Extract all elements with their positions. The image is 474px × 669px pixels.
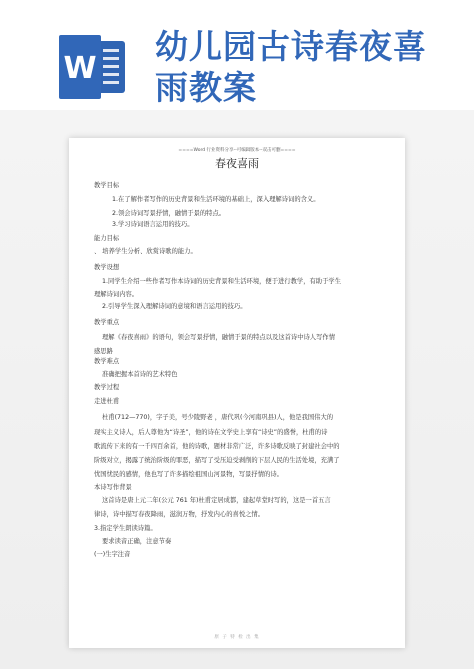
word-app-icon [57,35,127,99]
body-line: 律诗，诗中描写春夜降雨，滋润万物，抒发内心的喜悦之情。 [94,511,265,518]
body-line: 1.同学生介绍一些作者写作本诗词的历史背景和生活环境，便于进行教学，有助于学生 [102,278,341,285]
document-page [69,138,405,648]
body-line: 能力目标 [94,235,120,242]
body-line: 1.在了解作者写作的历史背景和生活环境的基础上，深入理解诗词的含义。 [112,196,320,203]
body-line: 歌流传下来的有一千四百余首，他的诗歌，题材非常广泛，许多诗歌反映了封建社会中的 [94,443,340,450]
body-line: 教学重点 [94,319,120,326]
body-line: 现实主义诗人，后人尊他为“诗圣”，他的诗在文学史上享有“诗史”的盛誉，杜甫的诗 [94,429,328,436]
body-line: 理解诗词内容。 [94,291,139,298]
body-line: 2.引导学生深入理解诗词的意境和语言运用的技巧。 [102,303,247,310]
title-line-1: 幼儿园古诗春夜喜 [155,27,427,66]
body-line: 3.指定学生朗读诗篇。 [94,525,157,532]
body-line: 要求读音正确，注意节奏 [102,538,172,545]
body-line: 、 培养学生分析、欣赏诗歌的能力。 [94,248,197,255]
body-line: 教学难点 [94,358,120,365]
body-line: 忧国忧民的感情，他也写了许多描绘祖国山河景物，写景抒情的诗。 [94,471,283,478]
body-line: 这首诗是唐上元二年(公元 761 年)杜甫定居成都，建起草堂时写的，这是一首五言 [102,497,331,504]
body-line: 准确把握本首诗的艺术特色 [102,371,178,378]
title-line-2: 雨教案 [155,68,257,107]
document-title: 春夜喜雨 [215,157,259,170]
body-line: 杜甫(712—770)，字子美，号少陵野老 ，唐代巩(今河南巩县)人，他是我国伟大的 [102,414,334,421]
document-footer: 原 子 特 检 出 集 [214,635,260,640]
word-icon-letter: W [63,51,97,86]
body-line: 感思路 [94,348,113,355]
body-line: 3.学习诗词语言运用的技巧。 [112,221,194,228]
body-line: 教学设想 [94,264,120,271]
body-line: 理解《春夜喜雨》的语句，领会写景抒情，融情于景的特点以及这首诗中诗人写作情 [102,334,335,341]
page-title [155,26,465,108]
body-line: 走进杜甫 [94,398,120,405]
body-line: 2.领会诗词写景抒情，融情于景的特点。 [112,210,226,217]
body-line: 教学过程 [94,384,120,391]
body-line: 阶级对立，揭露了统治阶级的罪恶，描写了受压迫受剥削的下层人民的生活处境，充满了 [94,457,340,464]
banner [0,0,474,110]
body-line: (一)生字注音 [94,551,131,558]
body-line: 教学目标 [94,182,120,189]
document-header: ====Word 行业资料分享--可编辑版本--双击可删==== [178,148,296,153]
body-line: 本诗写作背景 [94,484,132,491]
